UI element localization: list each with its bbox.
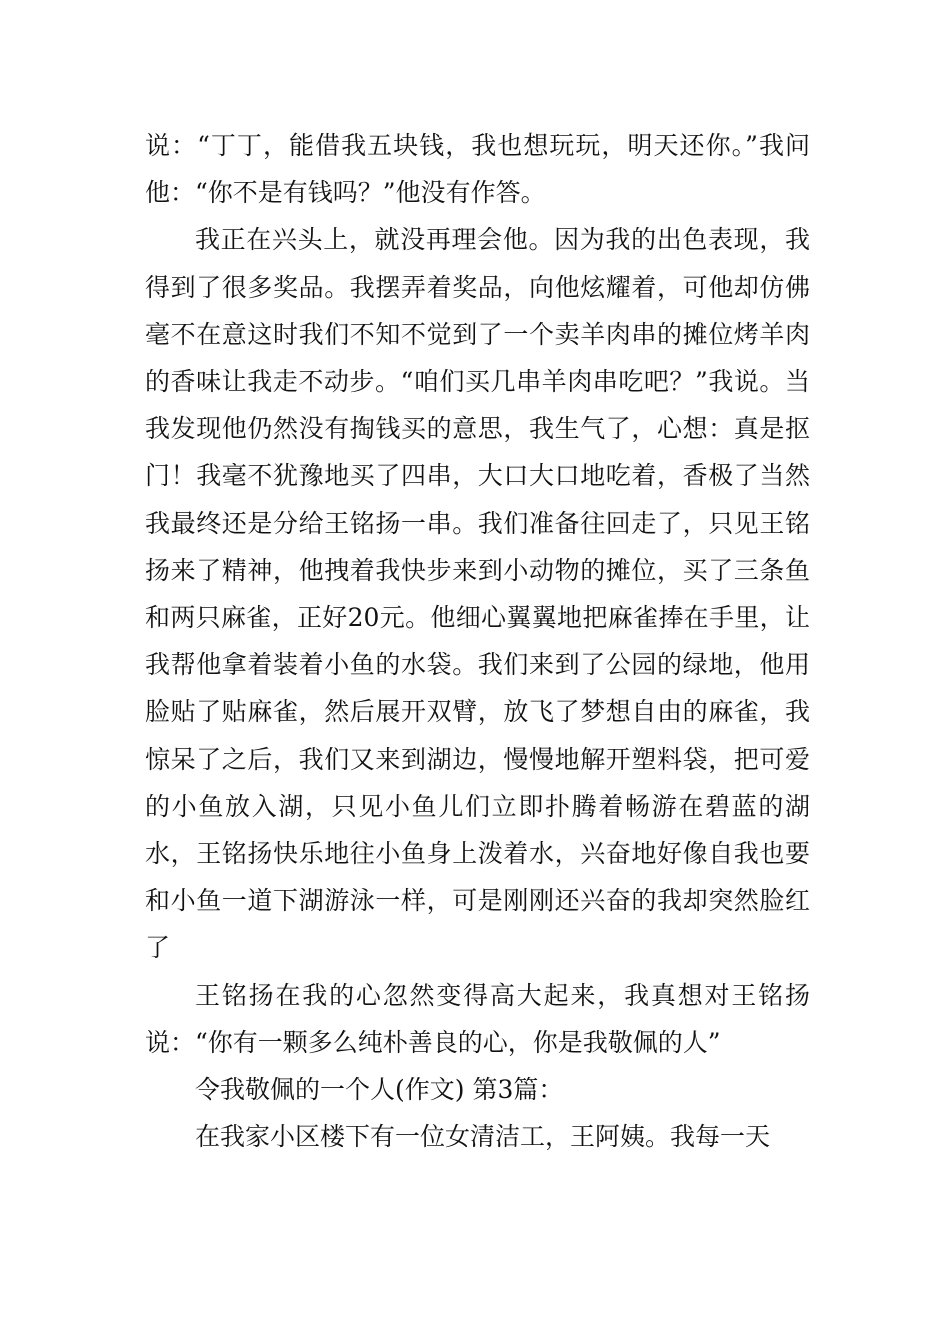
paragraph-2: 我正在兴头上，就没再理会他。因为我的出色表现，我得到了很多奖品。我摆弄着奖品，向他炫耀着，可他却仿佛毫不在意这时我们不知不觉到了一个卖羊肉串的摊位烤羊肉的香味让我走不动步。“咱们买几串羊肉串吃吧？”我说。当我发现他仍然没有掏钱买的意思，我生气了，心想：真是抠门！我毫不犹豫地买了四串，大口大口地吃着，香极了当然我最终还是分给王铭扬一串。我们准备往回走了，只见王铭扬来了精神，他拽着我快步来到小动物的摊位，买了三条鱼和两只麻雀，正好20元。他细心翼翼地把麻雀捧在手里，让我帮他拿着装着小鱼的水袋。我们来到了公园的绿地，他用脸贴了贴麻雀，然后展开双臂，放飞了梦想自由的麻雀，我惊呆了之后，我们又来到湖边，慢慢地解开塑料袋，把可爱的小鱼放入湖，只见小鱼儿们立即扑腾着畅游在碧蓝的湖水，王铭扬快乐地往小鱼身上泼着水，兴奋地好像自我也要和小鱼一道下湖游泳一样，可是刚刚还兴奋的我却突然脸红了 — [145, 225, 810, 963]
paragraph-4: 在我家小区楼下有一位女清洁工，王阿姨。我每一天 — [195, 1122, 771, 1152]
section-heading: 令我敬佩的一个人(作文) 第3篇： — [195, 1075, 564, 1105]
paragraph-1: 说：“丁丁，能借我五块钱，我也想玩玩，明天还你。”我问他：“你不是有钱吗？”他没有作答。 — [145, 131, 810, 208]
paragraph-3: 王铭扬在我的心忽然变得高大起来，我真想对王铭扬说：“你有一颗多么纯朴善良的心，你是我敬佩的人” — [145, 980, 810, 1057]
document-page — [145, 122, 810, 1160]
